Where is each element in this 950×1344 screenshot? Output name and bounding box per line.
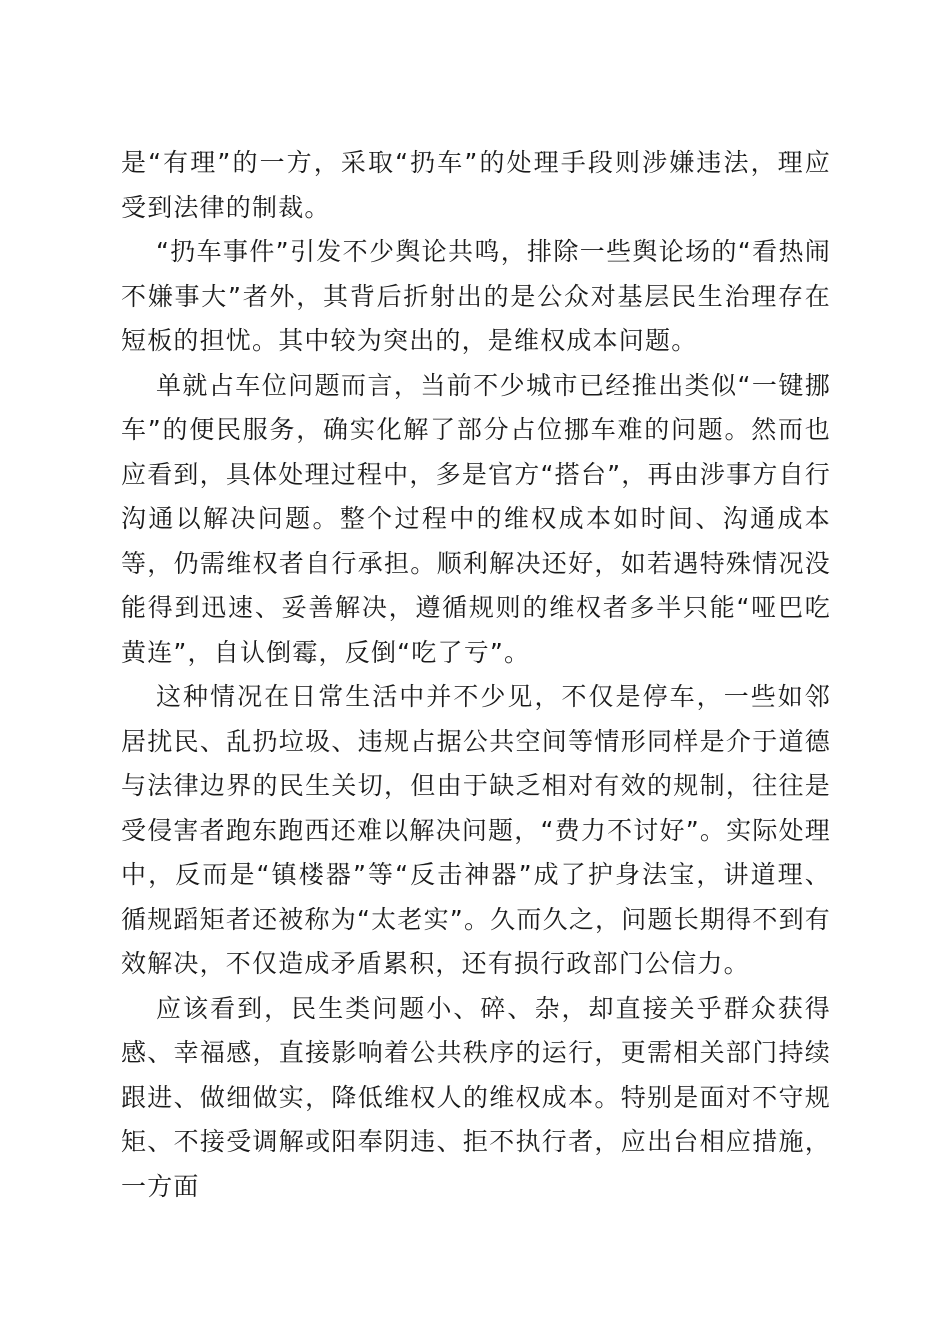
paragraph: “扔车事件”引发不少舆论共鸣，排除一些舆论场的“看热闹不嫌事大”者外，其背后折射出的是公众对基层民生治理存在短板的担忧。其中较为突出的，是维权成本问题。 — [121, 237, 831, 355]
paragraph: 应该看到，民生类问题小、碎、杂，却直接关乎群众获得感、幸福感，直接影响着公共秩序的运行，更需相关部门持续跟进、做细做实，降低维权人的维权成本。特别是面对不守规矩、不接受调解或阳奉阴违、拒不执行者，应出台相应措施，一方面 — [121, 993, 831, 1201]
paragraph: 这种情况在日常生活中并不少见，不仅是停车，一些如邻居扰民、乱扔垃圾、违规占据公共空间等情形同样是介于道德与法律边界的民生关切，但由于缺乏相对有效的规制，往往是受侵害者跑东跑西还难以解决问题，“费力不讨好”。实际处理中，反而是“镇楼器”等“反击神器”成了护身法宝，讲道理、循规蹈矩者还被称为“太老实”。久而久之，问题长期得不到有效解决，不仅造成矛盾累积，还有损行政部门公信力。 — [121, 682, 831, 978]
paragraph: 单就占车位问题而言，当前不少城市已经推出类似“一键挪车”的便民服务，确实化解了部分占位挪车难的问题。然而也应看到，具体处理过程中，多是官方“搭台”，再由涉事方自行沟通以解决问题。整个过程中的维权成本如时间、沟通成本等，仍需维权者自行承担。顺利解决还好，如若遇特殊情况没能得到迅速、妥善解决，遵循规则的维权者多半只能“哑巴吃黄连”，自认倒霉，反倒“吃了亏”。 — [121, 370, 831, 667]
paragraph-continuation: 是“有理”的一方，采取“扔车”的处理手段则涉嫌违法，理应受到法律的制裁。 — [121, 148, 831, 222]
document-body — [121, 141, 831, 1209]
